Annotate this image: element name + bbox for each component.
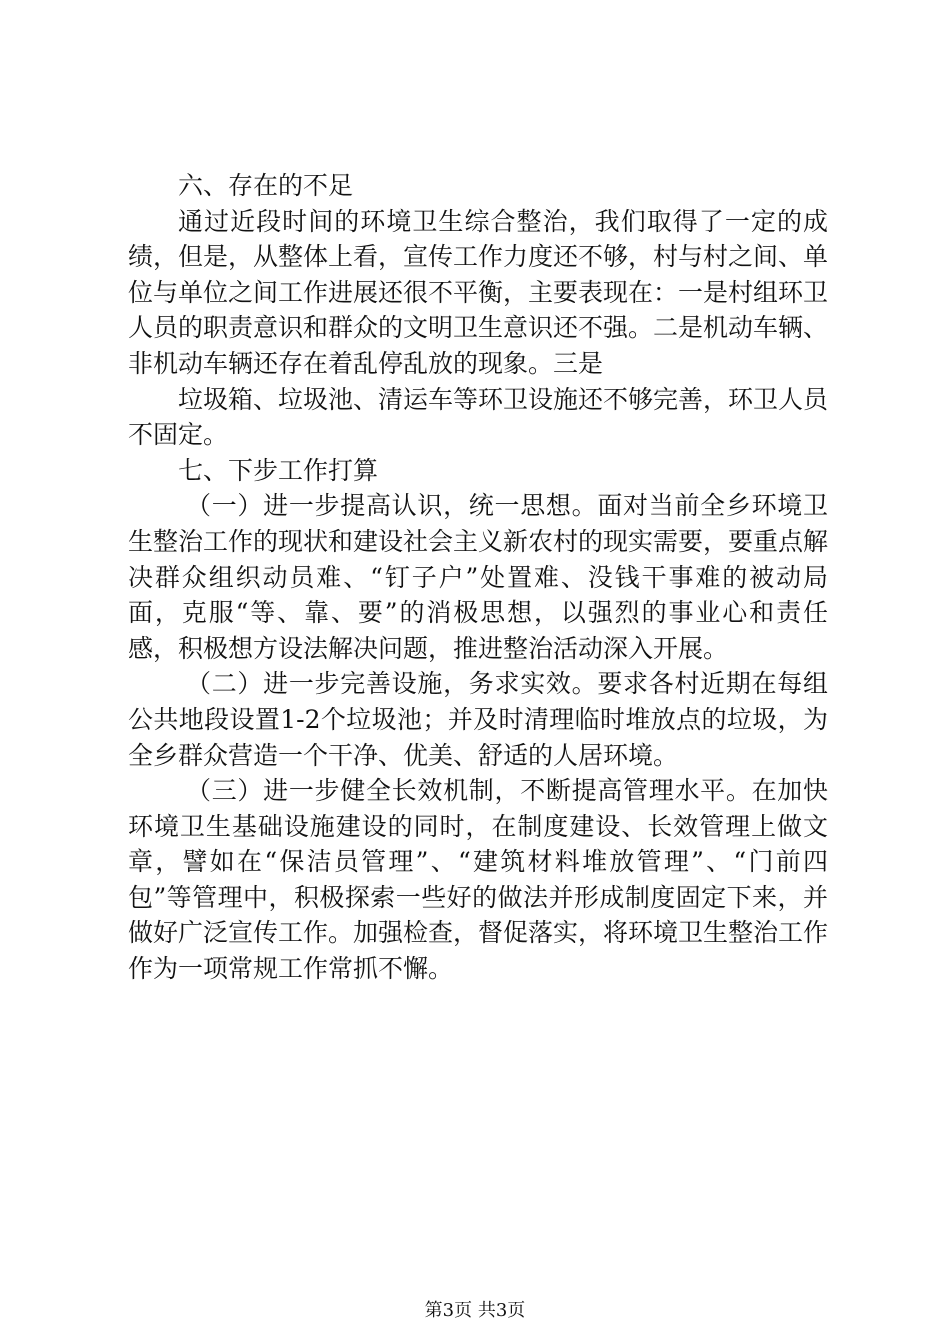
paragraph-next-step-3: （三）进一步健全长效机制，不断提高管理水平。在加快环境卫生基础设施建设的同时，在制度建设、长效管理上做文章，譬如在“保洁员管理”、“建筑材料堆放管理”、“门前四包”等管理中，积极探索一些好的做法并形成制度固定下来，并做好广泛宣传工作。加强检查，督促落实，将环境卫生整治工作作为一项常规工作常抓不懈。 xyxy=(128,776,829,984)
section-heading-next-steps: 七、下步工作打算 xyxy=(178,455,379,485)
document-body xyxy=(128,168,828,987)
paragraph-next-step-2: （二）进一步完善设施，务求实效。要求各村近期在每组公共地段设置1-2个垃圾池；并及时清理临时堆放点的垃圾，为全乡群众营造一个干净、优美、舒适的人居环境。 xyxy=(128,669,828,770)
paragraph-next-step-1: （一）进一步提高认识，统一思想。面对当前全乡环境卫生整治工作的现状和建设社会主义新农村的现实需要，要重点解决群众组织动员难、“钉子户”处置难、没钱干事难的被动局面，克服“等、靠、要”的消极思想，以强烈的事业心和责任感，积极想方设法解决问题，推进整治活动深入开展。 xyxy=(128,491,829,663)
paragraph-shortcomings-body: 通过近段时间的环境卫生综合整治，我们取得了一定的成绩，但是，从整体上看，宣传工作力度还不够，村与村之间、单位与单位之间工作进展还很不平衡，主要表现在：一是村组环卫人员的职责意识和群众的文明卫生意识还不强。二是机动车辆、非机动车辆还存在着乱停乱放的现象。三是 xyxy=(128,206,829,378)
paragraph-shortcomings-continued: 垃圾箱、垃圾池、清运车等环卫设施还不够完善，环卫人员不固定。 xyxy=(128,384,829,450)
section-heading-shortcomings: 六、存在的不足 xyxy=(178,171,354,200)
page-number-footer: 第3页 共3页 xyxy=(424,1300,526,1321)
